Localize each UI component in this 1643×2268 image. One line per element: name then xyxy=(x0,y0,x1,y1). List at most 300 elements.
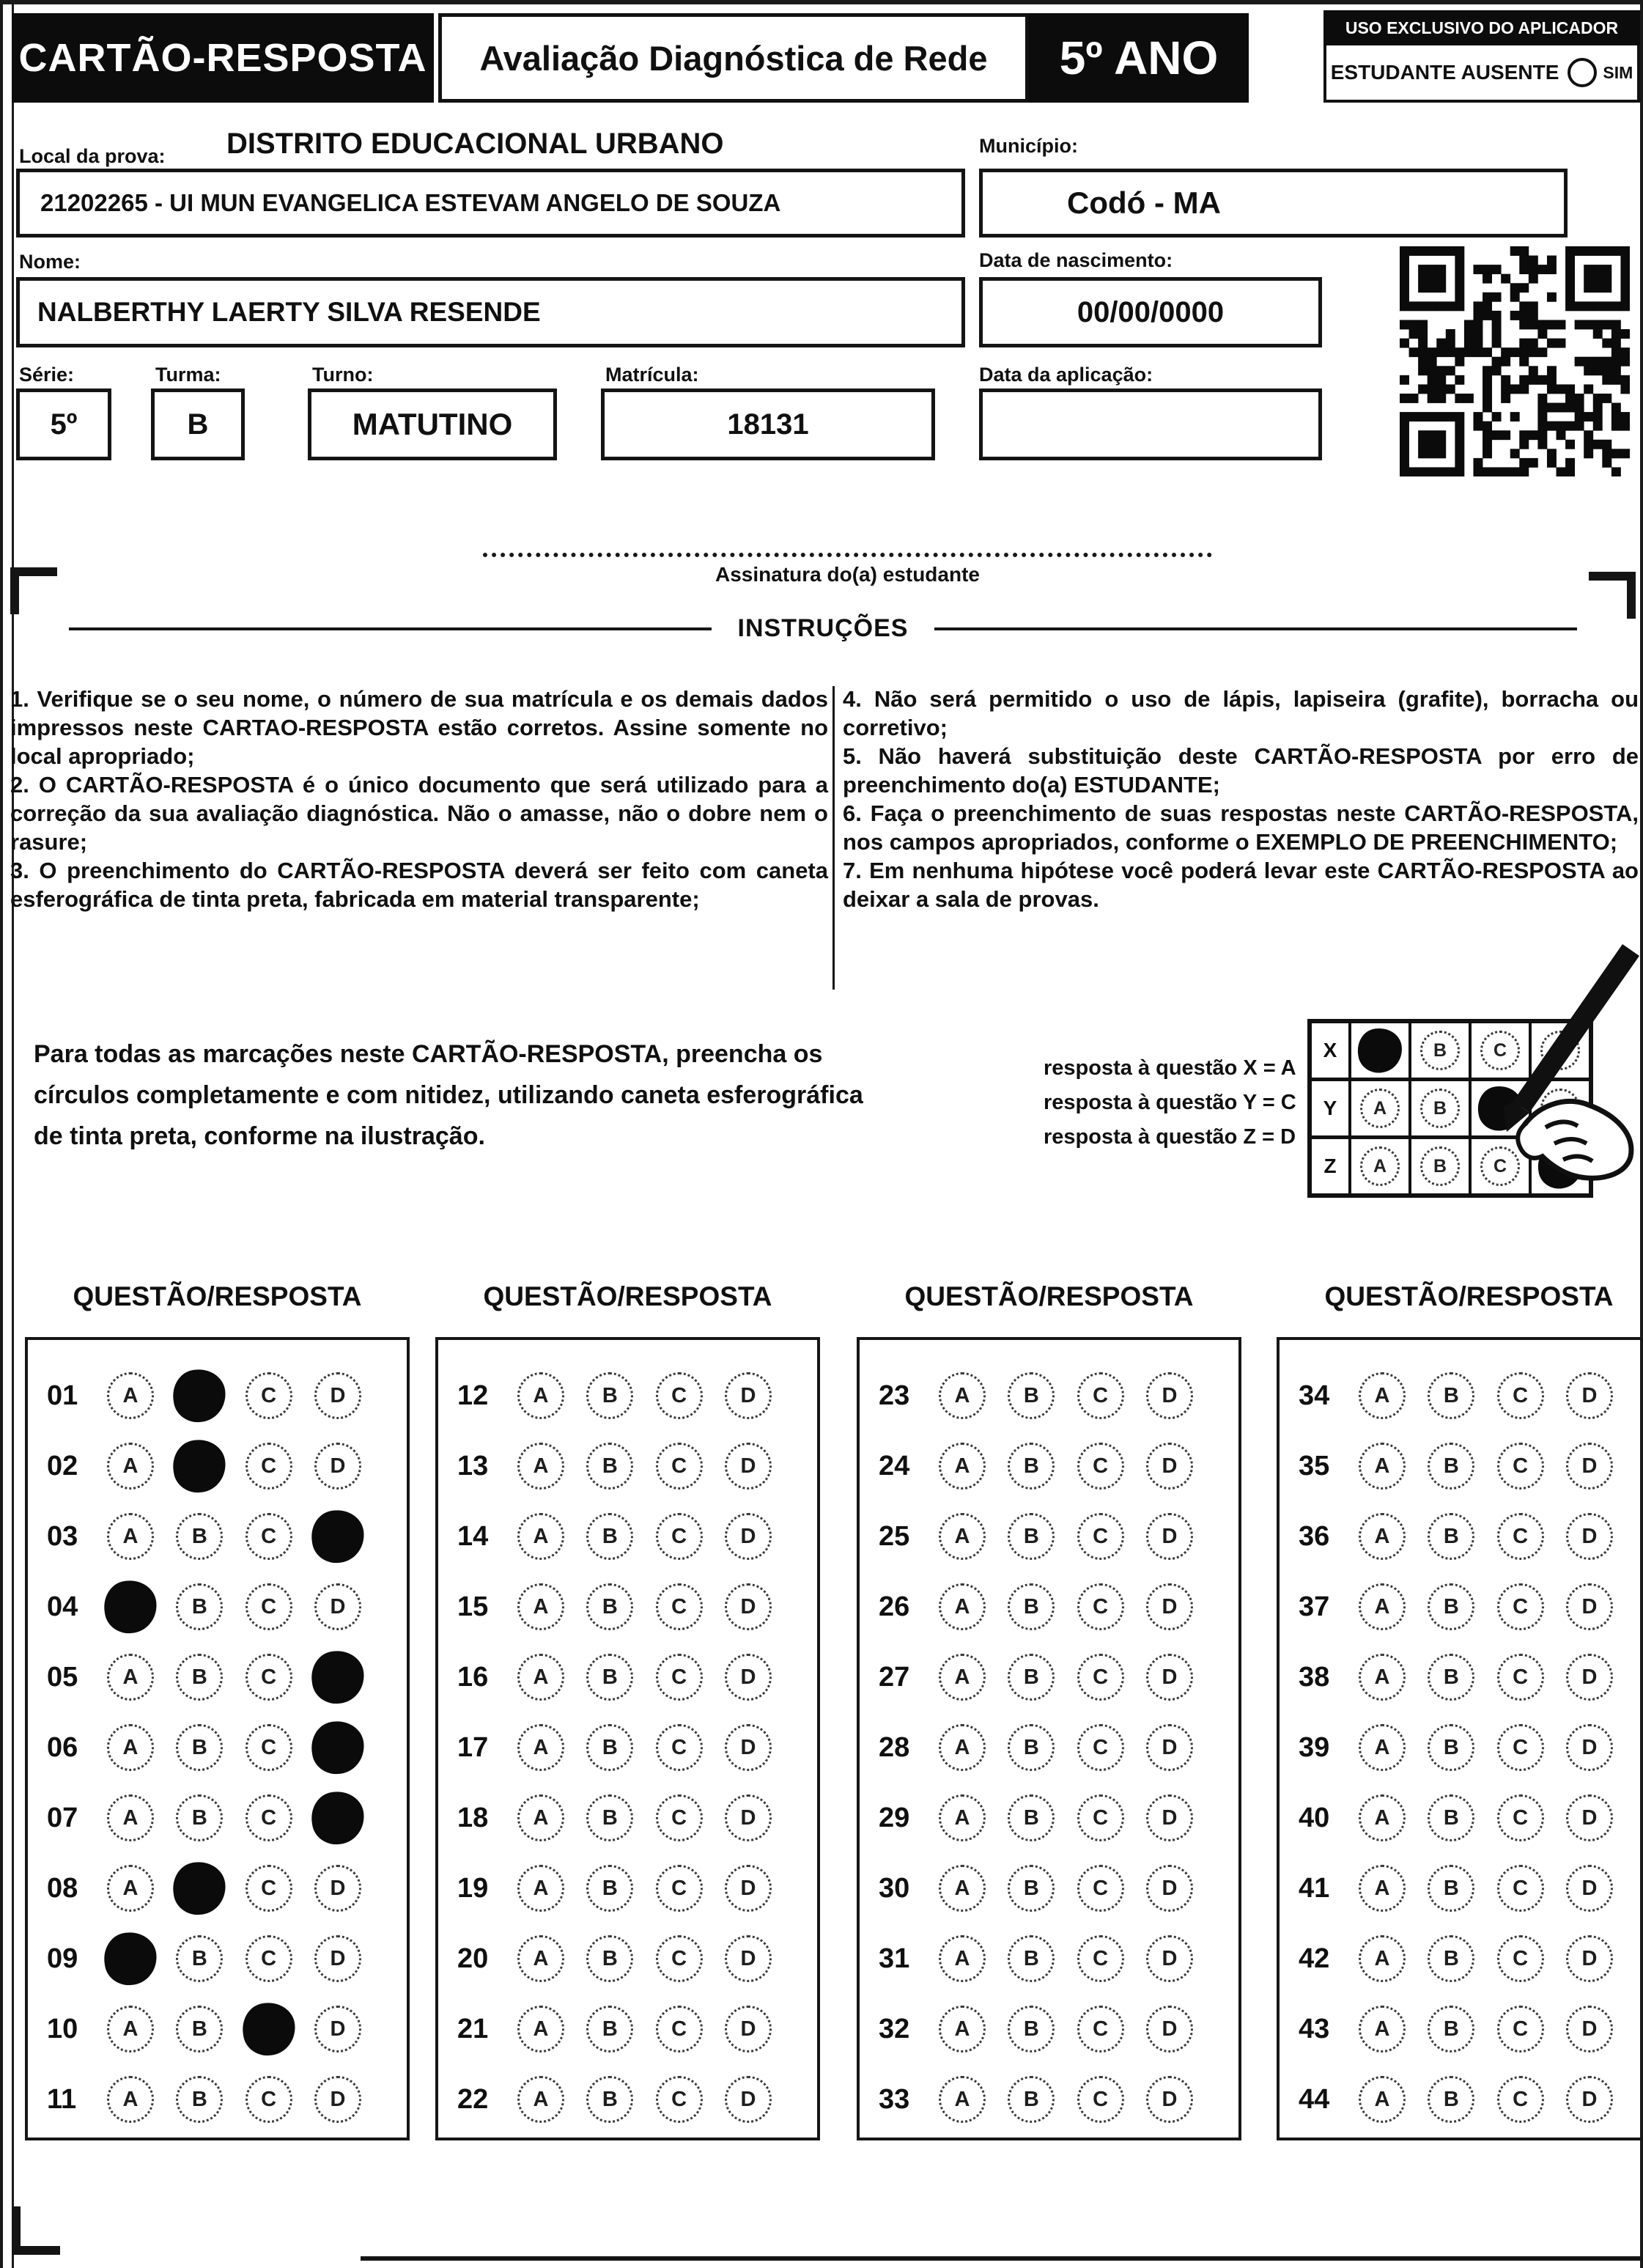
bubble-21-C[interactable]: C xyxy=(656,2006,703,2052)
example-bubble-Z-C[interactable]: C xyxy=(1480,1146,1520,1186)
bubble-group xyxy=(517,1372,772,1419)
bubble-31-C[interactable]: C xyxy=(1077,1935,1124,1982)
bubble-12-B[interactable]: B xyxy=(586,1372,633,1419)
bubble-33-A[interactable]: A xyxy=(939,2076,986,2123)
bubble-43-A[interactable]: A xyxy=(1359,2006,1406,2052)
bubble-44-D[interactable]: D xyxy=(1566,2076,1613,2123)
bubble-08-C[interactable]: C xyxy=(245,1865,292,1912)
turno-field xyxy=(308,389,557,460)
bubble-29-D[interactable]: D xyxy=(1146,1794,1193,1841)
bubble-group xyxy=(107,2076,361,2123)
bubble-38-B[interactable]: B xyxy=(1428,1654,1474,1701)
bubble-09-A[interactable] xyxy=(101,1929,160,1989)
bubble-27-C[interactable]: C xyxy=(1077,1654,1124,1701)
bubble-07-D[interactable] xyxy=(309,1789,368,1848)
bubble-20-C[interactable]: C xyxy=(656,1935,703,1982)
bubble-group xyxy=(107,1865,361,1912)
bubble-42-A[interactable]: A xyxy=(1359,1935,1406,1982)
instructions-left-column xyxy=(10,685,828,913)
bubble-25-D[interactable]: D xyxy=(1146,1513,1193,1560)
question-row xyxy=(860,2064,1238,2135)
bubble-08-D[interactable]: D xyxy=(314,1865,361,1912)
bubble-16-A[interactable]: A xyxy=(517,1654,564,1701)
bubble-30-D[interactable]: D xyxy=(1146,1865,1193,1912)
bubble-05-A[interactable]: A xyxy=(107,1654,154,1701)
bubble-group xyxy=(107,1443,361,1490)
bubble-38-D[interactable]: D xyxy=(1566,1654,1613,1701)
bubble-09-D[interactable]: D xyxy=(314,1935,361,1982)
bubble-16-C[interactable]: C xyxy=(656,1654,703,1701)
bubble-28-D[interactable]: D xyxy=(1146,1724,1193,1771)
bubble-34-C[interactable]: C xyxy=(1497,1372,1544,1419)
bubble-11-B[interactable]: B xyxy=(176,2076,223,2123)
bubble-42-B[interactable]: B xyxy=(1428,1935,1474,1982)
bubble-18-B[interactable]: B xyxy=(586,1794,633,1841)
bubble-19-A[interactable]: A xyxy=(517,1865,564,1912)
question-number: 06 xyxy=(47,1731,78,1763)
question-number: 39 xyxy=(1299,1731,1330,1763)
bubble-37-C[interactable]: C xyxy=(1497,1583,1544,1630)
bubble-24-B[interactable]: B xyxy=(1008,1443,1055,1490)
bubble-group xyxy=(939,2006,1193,2052)
bubble-11-D[interactable]: D xyxy=(314,2076,361,2123)
answer-grid-2 xyxy=(435,1337,820,2140)
example-question-label: X xyxy=(1312,1023,1348,1078)
question-row xyxy=(28,1712,407,1783)
bubble-26-D[interactable]: D xyxy=(1146,1583,1193,1630)
bubble-10-B[interactable]: B xyxy=(176,2006,223,2052)
bubble-20-D[interactable]: D xyxy=(725,1935,772,1982)
question-number: 04 xyxy=(47,1591,78,1622)
bubble-31-A[interactable]: A xyxy=(939,1935,986,1982)
question-row xyxy=(28,1572,407,1642)
bubble-14-D[interactable]: D xyxy=(725,1513,772,1560)
question-number: 03 xyxy=(47,1520,78,1552)
bubble-02-C[interactable]: C xyxy=(245,1443,292,1490)
question-number: 21 xyxy=(457,2013,489,2044)
bubble-group xyxy=(939,1724,1193,1771)
bubble-29-B[interactable]: B xyxy=(1008,1794,1055,1841)
bubble-05-D[interactable] xyxy=(309,1648,368,1707)
instruction-item: 6. Faça o preenchimento de suas respostas neste CARTÃO-RESPOSTA, nos campos apropriados, conforme o EXEMPLO DE PREENCHIMENTO; xyxy=(843,800,1639,855)
bubble-03-A[interactable]: A xyxy=(107,1513,154,1560)
bubble-group xyxy=(1359,1443,1613,1490)
question-row xyxy=(1280,1783,1643,1853)
bubble-group xyxy=(107,1794,361,1841)
bubble-07-B[interactable]: B xyxy=(176,1794,223,1841)
bubble-group xyxy=(939,1513,1193,1560)
bubble-33-C[interactable]: C xyxy=(1077,2076,1124,2123)
bubble-25-B[interactable]: B xyxy=(1008,1513,1055,1560)
bubble-29-A[interactable]: A xyxy=(939,1794,986,1841)
turno-label: Turno: xyxy=(312,364,374,386)
bubble-37-B[interactable]: B xyxy=(1428,1583,1474,1630)
bubble-10-A[interactable]: A xyxy=(107,2006,154,2052)
question-number: 36 xyxy=(1299,1520,1330,1552)
bubble-43-C[interactable]: C xyxy=(1497,2006,1544,2052)
question-row xyxy=(28,1501,407,1572)
municipio-value: Codó - MA xyxy=(1067,185,1221,220)
bubble-44-B[interactable]: B xyxy=(1428,2076,1474,2123)
bubble-18-D[interactable]: D xyxy=(725,1794,772,1841)
question-row xyxy=(438,1712,817,1783)
question-row xyxy=(438,1783,817,1853)
example-legend-line: resposta à questão Z = D xyxy=(1044,1125,1296,1149)
bubble-group xyxy=(939,2076,1193,2123)
bubble-36-C[interactable]: C xyxy=(1497,1513,1544,1560)
bubble-08-B[interactable] xyxy=(170,1859,229,1918)
example-bubble-X-A[interactable] xyxy=(1355,1026,1405,1075)
bubble-35-D[interactable]: D xyxy=(1566,1443,1613,1490)
bubble-19-C[interactable]: C xyxy=(656,1865,703,1912)
bubble-03-C[interactable]: C xyxy=(245,1513,292,1560)
bubble-19-B[interactable]: B xyxy=(586,1865,633,1912)
bubble-09-B[interactable]: B xyxy=(176,1935,223,1982)
question-row xyxy=(28,1853,407,1923)
instruction-item: 7. Em nenhuma hipótese você poderá levar este CARTÃO-RESPOSTA ao deixar a sala de provas. xyxy=(843,858,1639,912)
bubble-38-C[interactable]: C xyxy=(1497,1654,1544,1701)
school-value: 21202265 - UI MUN EVANGELICA ESTEVAM ANGELO DE SOUZA xyxy=(40,189,781,216)
bubble-37-D[interactable]: D xyxy=(1566,1583,1613,1630)
bubble-10-C[interactable] xyxy=(239,2000,298,2059)
bubble-32-C[interactable]: C xyxy=(1077,2006,1124,2052)
bubble-13-B[interactable]: B xyxy=(586,1443,633,1490)
bubble-30-A[interactable]: A xyxy=(939,1865,986,1912)
bubble-33-D[interactable]: D xyxy=(1146,2076,1193,2123)
bubble-07-A[interactable]: A xyxy=(107,1794,154,1841)
example-legend-line: resposta à questão Y = C xyxy=(1044,1091,1296,1114)
answer-column-header-4: QUESTÃO/RESPOSTA xyxy=(1324,1281,1614,1311)
question-number: 23 xyxy=(879,1380,910,1411)
bubble-14-A[interactable]: A xyxy=(517,1513,564,1560)
bubble-30-C[interactable]: C xyxy=(1077,1865,1124,1912)
bubble-23-C[interactable]: C xyxy=(1077,1372,1124,1419)
bubble-44-C[interactable]: C xyxy=(1497,2076,1544,2123)
bubble-13-D[interactable]: D xyxy=(725,1443,772,1490)
bubble-41-A[interactable]: A xyxy=(1359,1865,1406,1912)
bubble-group xyxy=(517,1583,772,1630)
instructions-column-divider xyxy=(832,686,835,990)
question-row xyxy=(28,1361,407,1431)
bubble-39-D[interactable]: D xyxy=(1566,1724,1613,1771)
bubble-14-C[interactable]: C xyxy=(656,1513,703,1560)
bubble-03-D[interactable] xyxy=(309,1507,368,1566)
question-number: 26 xyxy=(879,1591,910,1622)
bubble-group xyxy=(517,1443,772,1490)
bubble-12-C[interactable]: C xyxy=(656,1372,703,1419)
bubble-36-A[interactable]: A xyxy=(1359,1513,1406,1560)
bubble-10-D[interactable]: D xyxy=(314,2006,361,2052)
page-left-border-line xyxy=(12,4,14,2268)
bubble-group xyxy=(517,2006,772,2052)
question-number: 08 xyxy=(47,1872,78,1904)
bubble-27-B[interactable]: B xyxy=(1008,1654,1055,1701)
signature-label: Assinatura do(a) estudante xyxy=(715,563,980,586)
bubble-37-A[interactable]: A xyxy=(1359,1583,1406,1630)
bubble-15-D[interactable]: D xyxy=(725,1583,772,1630)
bubble-04-A[interactable] xyxy=(101,1577,160,1637)
card-title-box xyxy=(12,13,434,103)
bubble-21-D[interactable]: D xyxy=(725,2006,772,2052)
bubble-32-A[interactable]: A xyxy=(939,2006,986,2052)
question-number: 14 xyxy=(457,1520,489,1552)
answer-grid-1 xyxy=(25,1337,410,2140)
question-row xyxy=(28,1923,407,1994)
question-row xyxy=(438,1994,817,2064)
instruction-item: 3. O preenchimento do CARTÃO-RESPOSTA deverá ser feito com caneta esferográfica de tinta preta, fabricada em material transparente; xyxy=(10,858,828,912)
bubble-12-D[interactable]: D xyxy=(725,1372,772,1419)
bubble-23-B[interactable]: B xyxy=(1008,1372,1055,1419)
bubble-group xyxy=(107,1935,361,1982)
bubble-34-A[interactable]: A xyxy=(1359,1372,1406,1419)
bubble-02-A[interactable]: A xyxy=(107,1443,154,1490)
bubble-32-B[interactable]: B xyxy=(1008,2006,1055,2052)
bubble-02-D[interactable]: D xyxy=(314,1443,361,1490)
bubble-39-B[interactable]: B xyxy=(1428,1724,1474,1771)
bubble-group xyxy=(1359,1583,1613,1630)
instruction-item: 4. Não será permitido o uso de lápis, lapiseira (grafite), borracha ou corretivo; xyxy=(843,686,1639,740)
bubble-25-C[interactable]: C xyxy=(1077,1513,1124,1560)
bubble-42-C[interactable]: C xyxy=(1497,1935,1544,1982)
bubble-22-D[interactable]: D xyxy=(725,2076,772,2123)
bubble-18-C[interactable]: C xyxy=(656,1794,703,1841)
bubble-29-C[interactable]: C xyxy=(1077,1794,1124,1841)
rule-left xyxy=(69,627,712,630)
bubble-22-C[interactable]: C xyxy=(656,2076,703,2123)
bubble-34-D[interactable]: D xyxy=(1566,1372,1613,1419)
absent-label: ESTUDANTE AUSENTE xyxy=(1330,61,1559,84)
bubble-group xyxy=(1359,1654,1613,1701)
bubble-16-D[interactable]: D xyxy=(725,1654,772,1701)
answer-column-header-2: QUESTÃO/RESPOSTA xyxy=(483,1281,772,1311)
bubble-21-A[interactable]: A xyxy=(517,2006,564,2052)
question-row xyxy=(860,1783,1238,1853)
bubble-23-D[interactable]: D xyxy=(1146,1372,1193,1419)
bubble-20-A[interactable]: A xyxy=(517,1935,564,1982)
bubble-24-D[interactable]: D xyxy=(1146,1443,1193,1490)
bubble-13-A[interactable]: A xyxy=(517,1443,564,1490)
matricula-field xyxy=(601,389,935,460)
bubble-group xyxy=(1359,1935,1613,1982)
bubble-17-C[interactable]: C xyxy=(656,1724,703,1771)
question-row xyxy=(1280,1501,1643,1572)
bubble-35-B[interactable]: B xyxy=(1428,1443,1474,1490)
applicator-box xyxy=(1323,10,1640,103)
bubble-06-A[interactable]: A xyxy=(107,1724,154,1771)
bubble-group xyxy=(517,1935,772,1982)
example-bubble-Z-B[interactable]: B xyxy=(1420,1146,1460,1186)
exam-title: Avaliação Diagnóstica de Rede xyxy=(479,38,988,78)
bubble-17-B[interactable]: B xyxy=(586,1724,633,1771)
qr-code xyxy=(1400,246,1630,476)
bubble-01-B[interactable] xyxy=(170,1366,229,1426)
example-bubble-X-C[interactable]: C xyxy=(1480,1031,1520,1070)
bubble-01-C[interactable]: C xyxy=(245,1372,292,1419)
bubble-group xyxy=(1359,1865,1613,1912)
bubble-32-D[interactable]: D xyxy=(1146,2006,1193,2052)
bubble-09-C[interactable]: C xyxy=(245,1935,292,1982)
question-number: 27 xyxy=(879,1661,910,1693)
question-row xyxy=(1280,1712,1643,1783)
bubble-35-C[interactable]: C xyxy=(1497,1443,1544,1490)
bubble-28-C[interactable]: C xyxy=(1077,1724,1124,1771)
bubble-14-B[interactable]: B xyxy=(586,1513,633,1560)
bubble-41-B[interactable]: B xyxy=(1428,1865,1474,1912)
answer-column-header-3: QUESTÃO/RESPOSTA xyxy=(904,1281,1194,1311)
bubble-24-C[interactable]: C xyxy=(1077,1443,1124,1490)
bubble-25-A[interactable]: A xyxy=(939,1513,986,1560)
bubble-group xyxy=(939,1865,1193,1912)
municipio-label: Município: xyxy=(979,135,1078,157)
bubble-06-B[interactable]: B xyxy=(176,1724,223,1771)
example-bubble-Y-B[interactable]: B xyxy=(1420,1089,1460,1128)
bubble-39-C[interactable]: C xyxy=(1497,1724,1544,1771)
question-row xyxy=(860,1994,1238,2064)
bubble-group xyxy=(517,1654,772,1701)
bubble-38-A[interactable]: A xyxy=(1359,1654,1406,1701)
bubble-42-D[interactable]: D xyxy=(1566,1935,1613,1982)
bubble-30-B[interactable]: B xyxy=(1008,1865,1055,1912)
grade-label: 5º ANO xyxy=(1059,32,1219,84)
bubble-43-D[interactable]: D xyxy=(1566,2006,1613,2052)
bubble-group xyxy=(517,1865,772,1912)
bubble-04-B[interactable]: B xyxy=(176,1583,223,1630)
bubble-05-B[interactable]: B xyxy=(176,1654,223,1701)
bubble-31-D[interactable]: D xyxy=(1146,1935,1193,1982)
question-row xyxy=(1280,1853,1643,1923)
bubble-39-A[interactable]: A xyxy=(1359,1724,1406,1771)
bubble-31-B[interactable]: B xyxy=(1008,1935,1055,1982)
bubble-23-A[interactable]: A xyxy=(939,1372,986,1419)
question-row xyxy=(860,1642,1238,1712)
bubble-19-D[interactable]: D xyxy=(725,1865,772,1912)
aplicacao-label: Data da aplicação: xyxy=(979,364,1153,386)
bottom-edge-line xyxy=(361,2256,1643,2261)
bubble-group xyxy=(1359,2006,1613,2052)
bubble-group xyxy=(107,2006,361,2052)
bubble-group xyxy=(1359,1724,1613,1771)
bubble-11-C[interactable]: C xyxy=(245,2076,292,2123)
bubble-40-D[interactable]: D xyxy=(1566,1794,1613,1841)
bubble-12-A[interactable]: A xyxy=(517,1372,564,1419)
bubble-28-A[interactable]: A xyxy=(939,1724,986,1771)
bubble-35-A[interactable]: A xyxy=(1359,1443,1406,1490)
bubble-01-D[interactable]: D xyxy=(314,1372,361,1419)
question-row xyxy=(28,1994,407,2064)
bubble-40-C[interactable]: C xyxy=(1497,1794,1544,1841)
bubble-22-A[interactable]: A xyxy=(517,2076,564,2123)
bubble-36-B[interactable]: B xyxy=(1428,1513,1474,1560)
bubble-04-C[interactable]: C xyxy=(245,1583,292,1630)
bubble-34-B[interactable]: B xyxy=(1428,1372,1474,1419)
bubble-13-C[interactable]: C xyxy=(656,1443,703,1490)
example-bubble-Y-A[interactable]: A xyxy=(1360,1089,1400,1128)
bubble-44-A[interactable]: A xyxy=(1359,2076,1406,2123)
matricula-label: Matrícula: xyxy=(605,364,699,386)
bubble-36-D[interactable]: D xyxy=(1566,1513,1613,1560)
bubble-26-B[interactable]: B xyxy=(1008,1583,1055,1630)
bubble-41-C[interactable]: C xyxy=(1497,1865,1544,1912)
question-number: 40 xyxy=(1299,1802,1330,1833)
bubble-15-A[interactable]: A xyxy=(517,1583,564,1630)
example-bubble-X-B[interactable]: B xyxy=(1420,1031,1460,1070)
hand-pen-illustration xyxy=(1436,943,1643,1185)
bubble-07-C[interactable]: C xyxy=(245,1794,292,1841)
bubble-27-D[interactable]: D xyxy=(1146,1654,1193,1701)
absent-mark-circle[interactable] xyxy=(1568,58,1597,87)
bubble-04-D[interactable]: D xyxy=(314,1583,361,1630)
bubble-28-B[interactable]: B xyxy=(1008,1724,1055,1771)
question-row xyxy=(1280,1572,1643,1642)
question-number: 29 xyxy=(879,1802,910,1833)
bubble-15-C[interactable]: C xyxy=(656,1583,703,1630)
example-cell xyxy=(1351,1081,1408,1135)
bubble-group xyxy=(517,1794,772,1841)
district-title: DISTRITO EDUCACIONAL URBANO xyxy=(226,128,724,160)
bubble-group xyxy=(1359,1513,1613,1560)
bubble-40-A[interactable]: A xyxy=(1359,1794,1406,1841)
nome-field xyxy=(16,277,965,347)
bubble-24-A[interactable]: A xyxy=(939,1443,986,1490)
instruction-item: 2. O CARTÃO-RESPOSTA é o único documento que será utilizado para a correção da sua avaliação diagnóstica. Não o amasse, não o dobre nem o rasure; xyxy=(10,772,828,855)
bubble-18-A[interactable]: A xyxy=(517,1794,564,1841)
question-number: 07 xyxy=(47,1802,78,1833)
bubble-group xyxy=(939,1443,1193,1490)
bubble-group xyxy=(939,1372,1193,1419)
bubble-group xyxy=(107,1583,361,1630)
bubble-27-A[interactable]: A xyxy=(939,1654,986,1701)
bubble-43-B[interactable]: B xyxy=(1428,2006,1474,2052)
question-row xyxy=(860,1712,1238,1783)
bubble-17-D[interactable]: D xyxy=(725,1724,772,1771)
bubble-06-D[interactable] xyxy=(309,1718,368,1778)
bubble-26-C[interactable]: C xyxy=(1077,1583,1124,1630)
bubble-01-A[interactable]: A xyxy=(107,1372,154,1419)
question-number: 22 xyxy=(457,2083,489,2115)
bubble-08-A[interactable]: A xyxy=(107,1865,154,1912)
question-row xyxy=(438,1361,817,1431)
bubble-11-A[interactable]: A xyxy=(107,2076,154,2123)
question-number: 17 xyxy=(457,1731,489,1763)
bubble-33-B[interactable]: B xyxy=(1008,2076,1055,2123)
signature-line[interactable] xyxy=(483,553,1212,557)
school-field xyxy=(16,169,965,238)
bubble-22-B[interactable]: B xyxy=(586,2076,633,2123)
question-number: 01 xyxy=(47,1380,78,1411)
bubble-20-B[interactable]: B xyxy=(586,1935,633,1982)
bubble-02-B[interactable] xyxy=(170,1437,229,1496)
question-number: 05 xyxy=(47,1661,78,1693)
bubble-41-D[interactable]: D xyxy=(1566,1865,1613,1912)
bubble-06-C[interactable]: C xyxy=(245,1724,292,1771)
answer-grid-4 xyxy=(1277,1337,1643,2140)
example-bubble-Z-A[interactable]: A xyxy=(1360,1146,1400,1186)
bubble-group xyxy=(1359,1794,1613,1841)
bubble-40-B[interactable]: B xyxy=(1428,1794,1474,1841)
question-number: 09 xyxy=(47,1943,78,1974)
bubble-03-B[interactable]: B xyxy=(176,1513,223,1560)
bubble-26-A[interactable]: A xyxy=(939,1583,986,1630)
exam-title-box xyxy=(438,13,1029,103)
bubble-group xyxy=(939,1794,1193,1841)
bubble-group xyxy=(517,2076,772,2123)
bubble-17-A[interactable]: A xyxy=(517,1724,564,1771)
bubble-group xyxy=(939,1935,1193,1982)
bubble-15-B[interactable]: B xyxy=(586,1583,633,1630)
bubble-21-B[interactable]: B xyxy=(586,2006,633,2052)
bubble-16-B[interactable]: B xyxy=(586,1654,633,1701)
bubble-05-C[interactable]: C xyxy=(245,1654,292,1701)
